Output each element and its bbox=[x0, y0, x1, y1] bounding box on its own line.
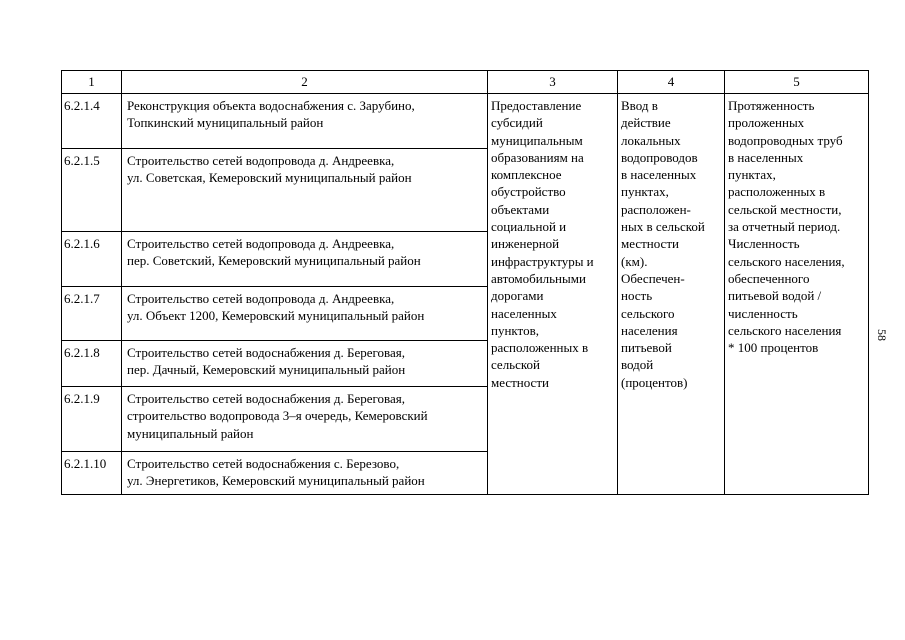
row-description-line: Топкинский муниципальный район bbox=[127, 115, 324, 131]
indicator-line: действие bbox=[621, 115, 671, 131]
formula-line: Протяженность bbox=[728, 98, 815, 113]
measure-line: обустройство bbox=[491, 184, 566, 200]
measure-line: дорогами bbox=[491, 288, 544, 304]
measure-line: муниципальным bbox=[491, 132, 583, 148]
measure-line: инженерной bbox=[491, 236, 560, 252]
column-header-2: 2 bbox=[122, 71, 488, 94]
row-description bbox=[122, 94, 488, 149]
row-description bbox=[122, 232, 488, 287]
formula-line: численность bbox=[728, 305, 798, 321]
row-description-line: Строительство сетей водопровода д. Андреевка, bbox=[127, 291, 395, 306]
row-description-line: Строительство сетей водоснабжения д. Береговая, bbox=[127, 391, 405, 406]
indicator-line: расположен- bbox=[621, 201, 691, 217]
row-description-line: Строительство сетей водопровода д. Андреевка, bbox=[127, 153, 395, 168]
formula-line: * 100 процентов bbox=[728, 340, 819, 356]
measure-description-cell bbox=[488, 94, 618, 495]
header-row bbox=[62, 71, 869, 94]
indicator-line: Ввод в bbox=[621, 98, 658, 113]
row-description-line: Строительство сетей водоснабжения с. Березово, bbox=[127, 456, 400, 471]
row-code: 6.2.1.10 bbox=[62, 452, 122, 495]
row-description-line: муниципальный район bbox=[127, 425, 254, 441]
page-number: 58 bbox=[875, 329, 889, 341]
row-description-line: Реконструкция объекта водоснабжения с. Зарубино, bbox=[127, 98, 415, 113]
row-code: 6.2.1.6 bbox=[62, 232, 122, 287]
measure-line: субсидий bbox=[491, 115, 543, 131]
indicator-line: Обеспечен- bbox=[621, 270, 685, 286]
indicator-line: населения bbox=[621, 322, 678, 338]
indicator-line: водой bbox=[621, 357, 654, 373]
formula-line: сельского населения, bbox=[728, 253, 845, 269]
column-header-4: 4 bbox=[618, 71, 725, 94]
indicator-line: водопроводов bbox=[621, 149, 698, 165]
measure-line: пунктов, bbox=[491, 322, 539, 338]
indicator-line: ных в сельской bbox=[621, 219, 705, 235]
row-description bbox=[122, 287, 488, 341]
formula-line: расположенных в bbox=[728, 184, 826, 200]
measure-line: Предоставление bbox=[491, 98, 582, 113]
row-description-line: ул. Объект 1200, Кемеровский муниципальный район bbox=[127, 308, 425, 324]
measure-line: расположенных в bbox=[491, 340, 589, 356]
formula-line: в населенных bbox=[728, 149, 804, 165]
formula-cell bbox=[725, 94, 869, 495]
measure-line: объектами bbox=[491, 201, 550, 217]
row-description-line: Строительство сетей водоснабжения д. Береговая, bbox=[127, 345, 405, 360]
formula-line: питьевой водой / bbox=[728, 288, 822, 304]
formula-line: за отчетный период. bbox=[728, 219, 841, 235]
row-description bbox=[122, 387, 488, 452]
indicator-line: пунктах, bbox=[621, 184, 669, 200]
row-code: 6.2.1.7 bbox=[62, 287, 122, 341]
row-description-line: пер. Дачный, Кемеровский муниципальный район bbox=[127, 362, 406, 378]
program-table bbox=[61, 70, 869, 495]
measure-line: комплексное bbox=[491, 167, 562, 183]
row-code: 6.2.1.8 bbox=[62, 341, 122, 387]
indicator-cell bbox=[618, 94, 725, 495]
indicator-line: (процентов) bbox=[621, 374, 688, 390]
row-code: 6.2.1.5 bbox=[62, 149, 122, 232]
row-description bbox=[122, 341, 488, 387]
formula-line: проложенных bbox=[728, 115, 805, 131]
formula-line: сельской местности, bbox=[728, 201, 842, 217]
row-description-line: ул. Энергетиков, Кемеровский муниципальный район bbox=[127, 473, 425, 489]
measure-line: социальной и bbox=[491, 219, 567, 235]
indicator-line: ность bbox=[621, 288, 653, 304]
indicator-line: питьевой bbox=[621, 340, 672, 356]
row-description-line: Строительство сетей водопровода д. Андреевка, bbox=[127, 236, 395, 251]
column-header-3: 3 bbox=[488, 71, 618, 94]
row-code: 6.2.1.4 bbox=[62, 94, 122, 149]
column-header-1: 1 bbox=[62, 71, 122, 94]
formula-line: водопроводных труб bbox=[728, 132, 843, 148]
formula-line: Численность bbox=[728, 236, 800, 252]
column-header-5: 5 bbox=[725, 71, 869, 94]
row-code: 6.2.1.9 bbox=[62, 387, 122, 452]
row-description bbox=[122, 149, 488, 232]
measure-line: инфраструктуры и bbox=[491, 253, 594, 269]
formula-line: сельского населения bbox=[728, 322, 842, 338]
formula-line: пунктах, bbox=[728, 167, 776, 183]
table-row bbox=[62, 94, 869, 149]
measure-line: сельской bbox=[491, 357, 540, 373]
indicator-line: сельского bbox=[621, 305, 675, 321]
row-description-line: строительство водопровода 3–я очередь, Кемеровский bbox=[127, 408, 428, 424]
measure-line: автомобильными bbox=[491, 270, 586, 286]
indicator-line: (км). bbox=[621, 253, 648, 269]
indicator-line: локальных bbox=[621, 132, 681, 148]
indicator-line: местности bbox=[621, 236, 679, 252]
formula-line: обеспеченного bbox=[728, 270, 810, 286]
measure-line: населенных bbox=[491, 305, 557, 321]
row-description-line: пер. Советский, Кемеровский муниципальный район bbox=[127, 253, 421, 269]
measure-line: местности bbox=[491, 374, 549, 390]
indicator-line: в населенных bbox=[621, 167, 697, 183]
row-description bbox=[122, 452, 488, 495]
measure-line: образованиям на bbox=[491, 149, 584, 165]
row-description-line: ул. Советская, Кемеровский муниципальный район bbox=[127, 170, 412, 186]
